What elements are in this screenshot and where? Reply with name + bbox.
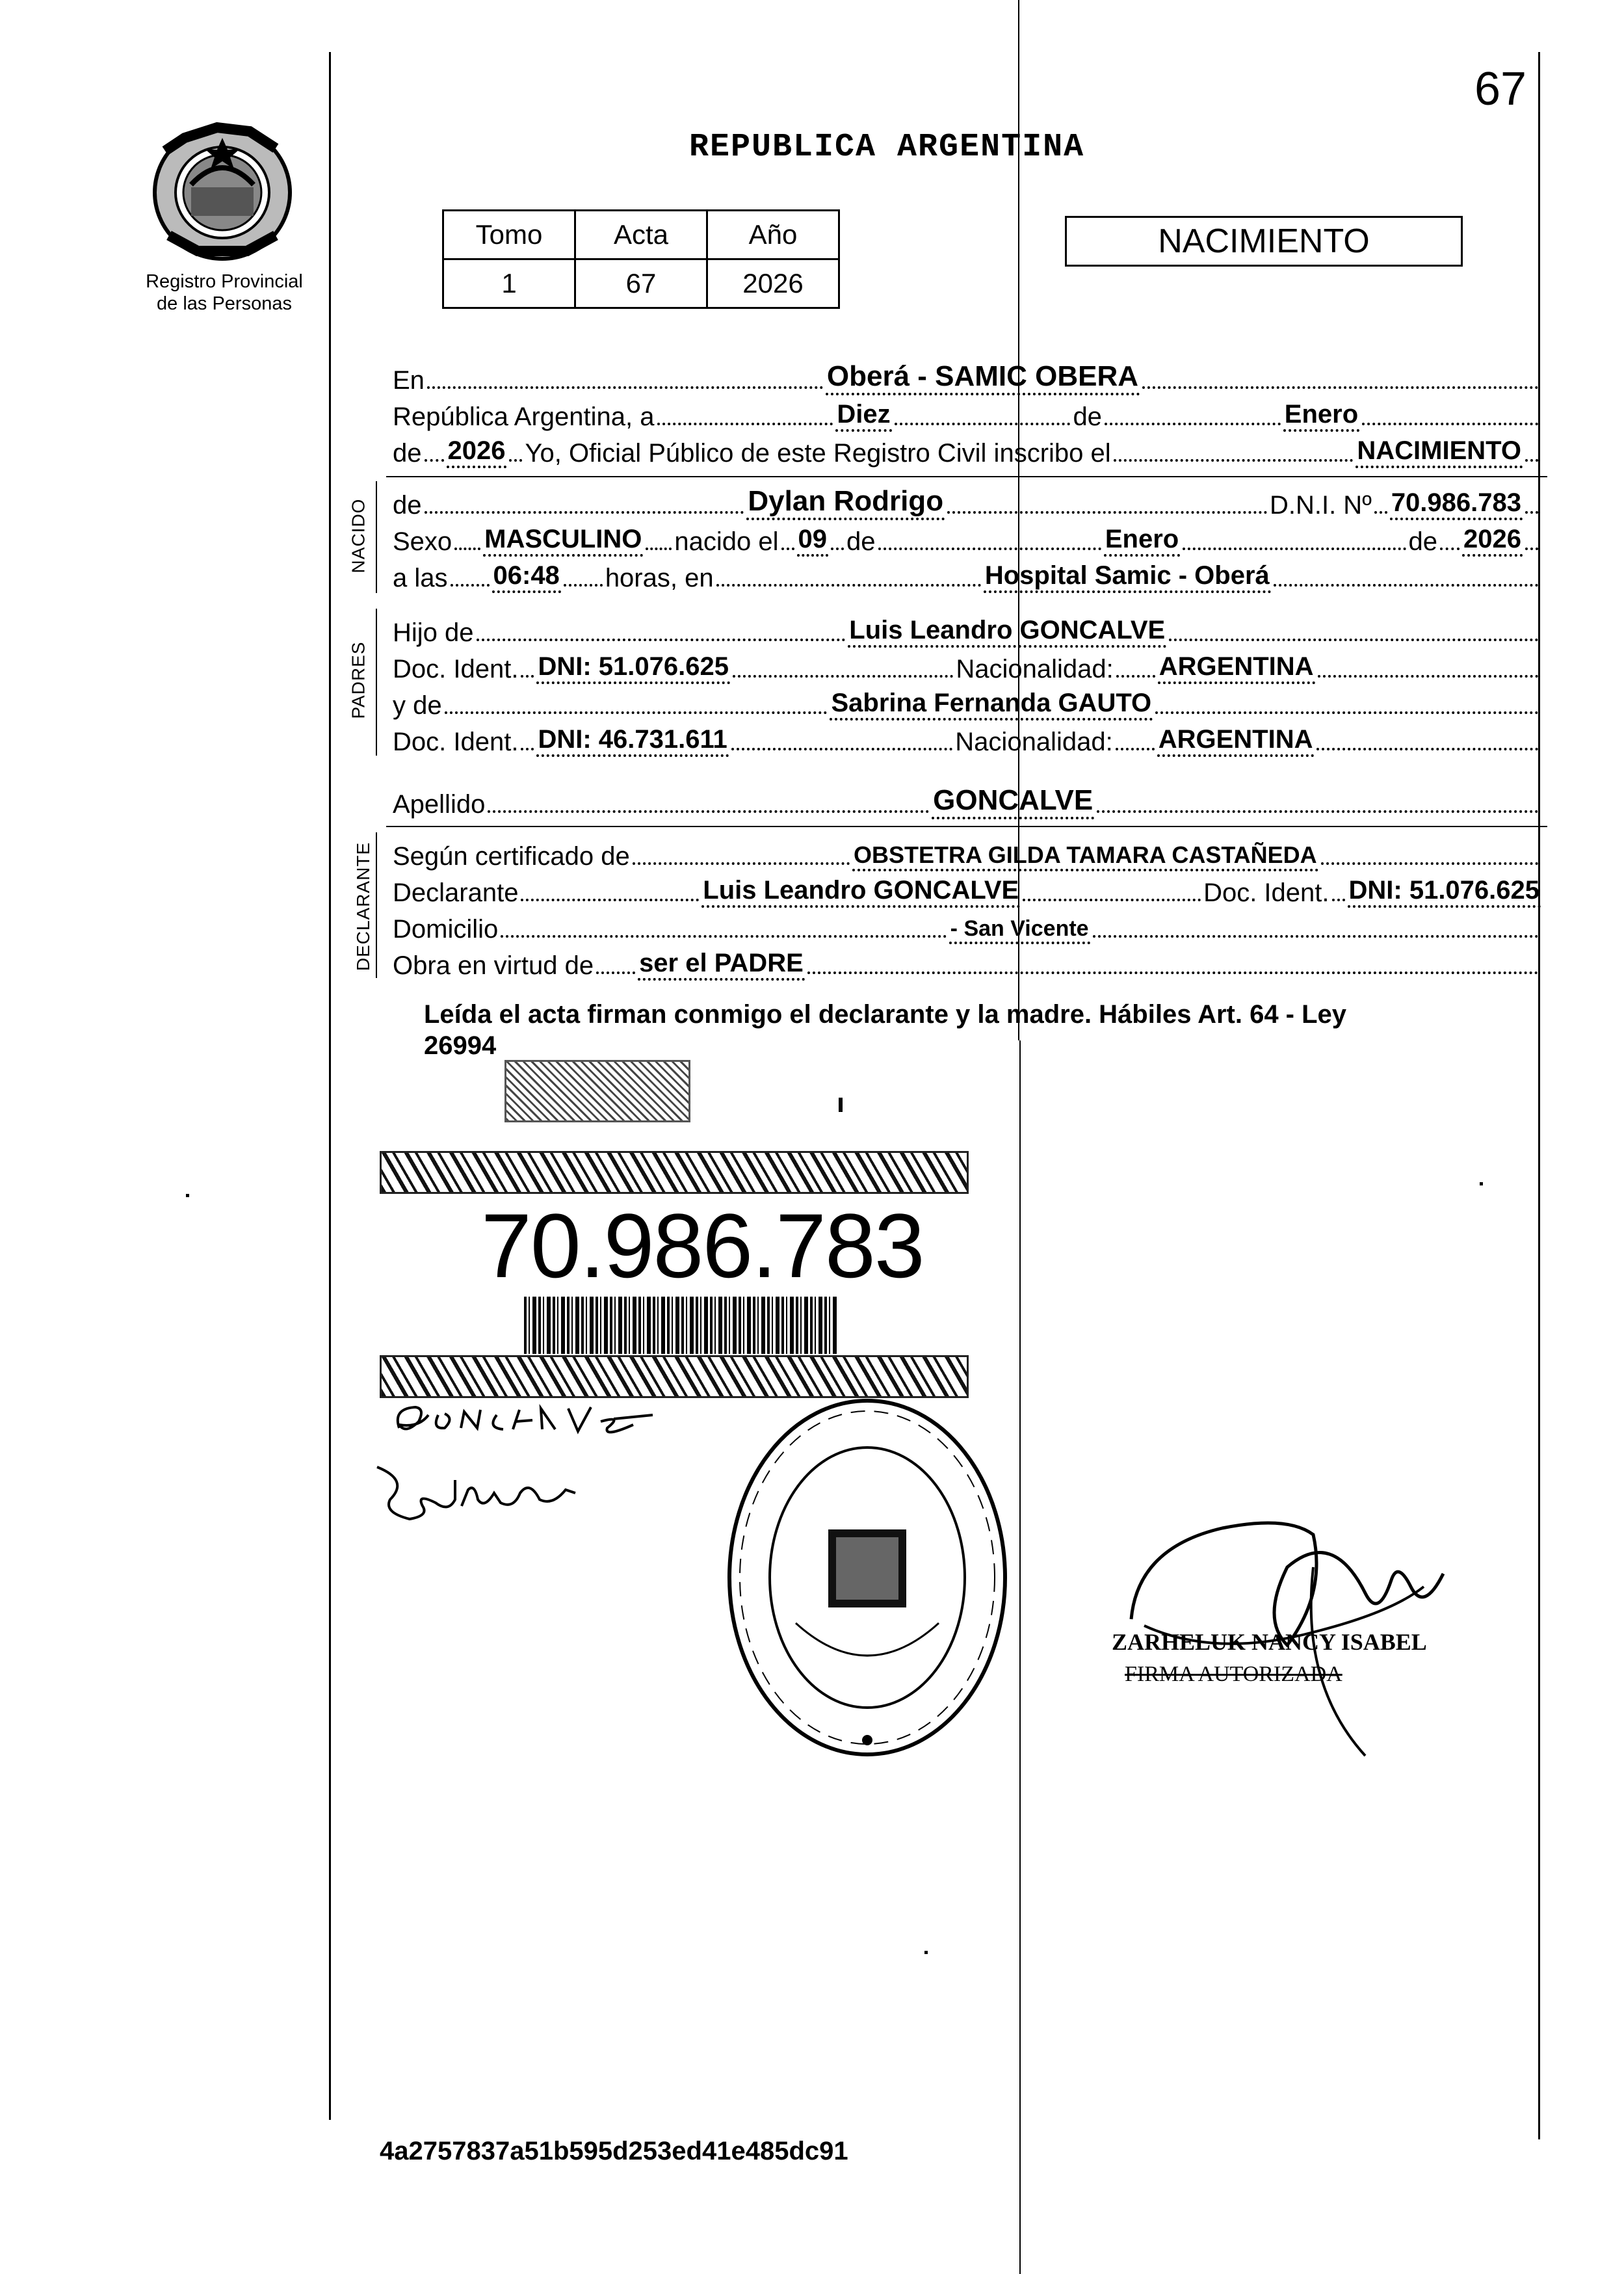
nacido-month: Enero	[1104, 525, 1180, 557]
barcode	[524, 1297, 837, 1354]
hijo-label: Hijo de	[393, 618, 474, 647]
table-value-acta: 67	[575, 259, 707, 308]
obra-value: ser el PADRE	[638, 949, 805, 981]
year-value: 2026	[447, 436, 507, 468]
row-doc1	[393, 645, 1541, 684]
row-year	[393, 429, 1541, 468]
dni-value: 70.986.783	[1390, 488, 1523, 520]
child-name-value: Dylan Rodrigo	[746, 485, 945, 520]
segun-value: OBSTETRA GILDA TAMARA CASTAÑEDA	[852, 841, 1318, 871]
table-header-acta: Acta	[575, 211, 707, 259]
official-title: FIRMA AUTORIZADA	[1125, 1662, 1342, 1686]
padres-bracket	[376, 609, 377, 756]
signature-sabina	[364, 1454, 598, 1548]
sexo-value: MASCULINO	[483, 525, 643, 557]
logo-caption	[117, 271, 332, 315]
nacido-label: nacido el	[674, 527, 779, 556]
madre-value: Sabrina Fernanda GAUTO	[830, 689, 1153, 721]
republica-month: Enero	[1283, 400, 1359, 432]
decl-doc-label: Doc. Ident.	[1203, 879, 1329, 907]
row-name	[393, 481, 1541, 520]
nacido-year: 2026	[1462, 525, 1523, 557]
row-apellido	[393, 780, 1541, 819]
page-title: REPUBLICA ARGENTINA	[689, 129, 1085, 166]
left-margin-line	[329, 52, 331, 2120]
declarante-label: Declarante	[393, 879, 519, 907]
security-stamp	[504, 1060, 690, 1122]
year-label: de	[393, 439, 422, 468]
page-number: 67	[1474, 63, 1527, 115]
doc1-value: DNI: 51.076.625	[536, 652, 730, 684]
official-name: ZARHELUK NANCY ISABEL	[1112, 1629, 1427, 1655]
hora-value: 06:48	[492, 561, 561, 593]
inscribo-text: Yo, Oficial Público de este Registro Civil inscribo el	[525, 439, 1111, 468]
alas-label: a las	[393, 564, 448, 592]
signature-goncalve-icon	[380, 1389, 679, 1461]
side-label-declarante: DECLARANTE	[353, 841, 374, 972]
speck	[1480, 1182, 1483, 1185]
obra-label: Obra en virtud de	[393, 951, 594, 980]
nacido-de2: de	[1408, 527, 1438, 556]
row-hora	[393, 554, 1541, 593]
yde-label: y de	[393, 691, 442, 720]
row-republica	[393, 393, 1541, 432]
closing-line-2: 26994	[424, 1031, 497, 1060]
doc-type-box	[1065, 216, 1463, 267]
sexo-label: Sexo	[393, 527, 452, 556]
row-obra	[393, 942, 1541, 981]
declarante-value: Luis Leandro GONCALVE	[701, 876, 1020, 908]
side-label-padres: PADRES	[348, 641, 369, 719]
horas-en-label: horas, en	[605, 564, 714, 592]
nac2-label: Nacionalidad:	[955, 728, 1113, 756]
nacido-de1: de	[846, 527, 876, 556]
registry-table	[442, 209, 840, 309]
row-declarante	[393, 869, 1541, 908]
closing-line-1: Leída el acta firman conmigo el declarante y la madre. Hábiles Art. 64 - Ley	[424, 1000, 1347, 1029]
row-domicilio	[393, 905, 1541, 944]
row-hijo	[393, 609, 1541, 648]
nacido-day: 09	[797, 525, 829, 557]
segun-label: Según certificado de	[393, 842, 630, 871]
speck	[186, 1194, 189, 1197]
logo-caption-line2: de las Personas	[157, 293, 292, 314]
row-doc2	[393, 718, 1541, 757]
signature-sabina-icon	[364, 1454, 598, 1545]
nac2-value: ARGENTINA	[1157, 725, 1315, 757]
row-en	[393, 356, 1541, 395]
republica-label: República Argentina, a	[393, 403, 655, 431]
official-seal-icon	[718, 1389, 1017, 1766]
footer-hash: 4a2757837a51b595d253ed41e485dc91	[380, 2137, 848, 2165]
row-madre	[393, 681, 1541, 721]
side-label-nacido: NACIDO	[348, 498, 369, 574]
apellido-value: GONCALVE	[932, 784, 1094, 819]
dni-label: D.N.I. Nº	[1269, 491, 1372, 520]
domicilio-value: - San Vicente	[949, 916, 1090, 944]
doc-type-label: NACIMIENTO	[1158, 222, 1370, 260]
tick-mark	[839, 1098, 843, 1112]
doc1-label: Doc. Ident.	[393, 655, 519, 683]
table-header-tomo: Tomo	[443, 211, 575, 259]
table-header-ano: Año	[707, 211, 839, 259]
decl-doc-value: DNI: 51.076.625	[1348, 876, 1541, 908]
en-label: En	[393, 366, 425, 395]
doc2-value: DNI: 46.731.611	[536, 725, 728, 757]
nac1-value: ARGENTINA	[1158, 652, 1315, 684]
doc2-label: Doc. Ident.	[393, 728, 519, 756]
province-logo	[139, 112, 306, 267]
padre-value: Luis Leandro GONCALVE	[848, 616, 1166, 648]
official-seal	[718, 1389, 1017, 1769]
speck	[924, 1951, 928, 1954]
republica-day: Diez	[835, 400, 891, 432]
security-band-top	[380, 1151, 969, 1194]
table-value-ano: 2026	[707, 259, 839, 308]
table-value-tomo: 1	[443, 259, 575, 308]
declarante-bracket	[376, 832, 377, 978]
signature-goncalve	[380, 1389, 679, 1464]
nac1-label: Nacionalidad:	[956, 655, 1114, 683]
section-divider	[386, 476, 1547, 477]
barcode-number: 70.986.783	[481, 1195, 924, 1297]
inscribo-value: NACIMIENTO	[1356, 436, 1523, 468]
republica-de: de	[1073, 403, 1102, 431]
section-divider-2	[386, 826, 1547, 827]
en-value: Oberá - SAMIC OBERA	[826, 360, 1140, 395]
domicilio-label: Domicilio	[393, 915, 499, 944]
nacido-bracket	[376, 481, 377, 593]
row-segun	[393, 832, 1541, 871]
province-seal-icon	[139, 112, 306, 267]
lugar-value: Hospital Samic - Oberá	[984, 561, 1271, 593]
fold-line-bottom	[1019, 1040, 1021, 2274]
logo-caption-line1: Registro Provincial	[146, 271, 303, 292]
row-sexo	[393, 518, 1541, 557]
apellido-label: Apellido	[393, 790, 486, 819]
closing-text	[424, 999, 1529, 1061]
name-de-label: de	[393, 491, 422, 520]
